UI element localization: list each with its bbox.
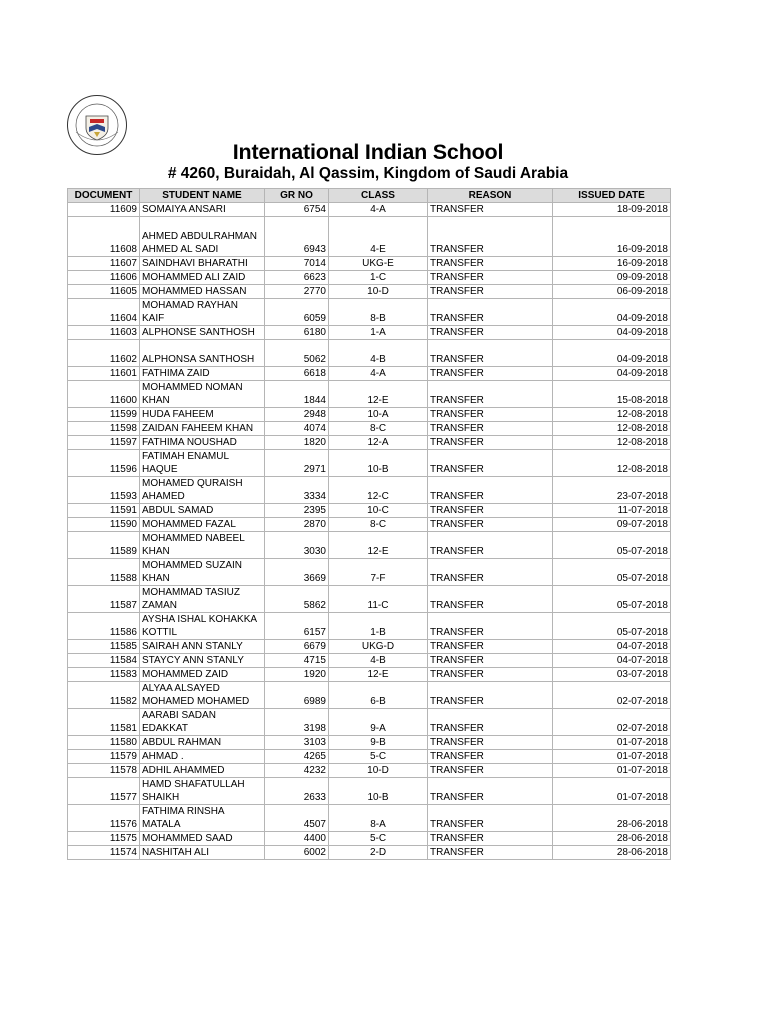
cell-reason: TRANSFER: [428, 450, 553, 477]
cell-gr-no: 6059: [265, 299, 329, 326]
cell-class: UKG-E: [329, 257, 428, 271]
cell-class: 8-A: [329, 805, 428, 832]
cell-issued-date: 09-07-2018: [553, 518, 671, 532]
table-row: [68, 436, 671, 450]
cell-class: 10-A: [329, 408, 428, 422]
table-row: [68, 764, 671, 778]
table-row: [68, 299, 671, 326]
cell-student-name: SOMAIYA ANSARI: [140, 203, 265, 217]
column-header: GR NO: [265, 189, 329, 203]
cell-class: 12-E: [329, 381, 428, 408]
cell-gr-no: 4265: [265, 750, 329, 764]
cell-issued-date: 16-09-2018: [553, 257, 671, 271]
cell-gr-no: 2870: [265, 518, 329, 532]
cell-reason: TRANSFER: [428, 654, 553, 668]
cell-class: 10-D: [329, 285, 428, 299]
cell-gr-no: 6754: [265, 203, 329, 217]
cell-document: 11608: [68, 217, 140, 257]
cell-gr-no: 3198: [265, 709, 329, 736]
cell-class: 4-A: [329, 203, 428, 217]
cell-gr-no: 2948: [265, 408, 329, 422]
cell-document: 11602: [68, 340, 140, 367]
cell-issued-date: 12-08-2018: [553, 422, 671, 436]
cell-gr-no: 1920: [265, 668, 329, 682]
cell-student-name: MOHAMMED NOMAN KHAN: [140, 381, 265, 408]
cell-reason: TRANSFER: [428, 559, 553, 586]
cell-student-name: ALPHONSE SANTHOSH: [140, 326, 265, 340]
cell-reason: TRANSFER: [428, 436, 553, 450]
cell-class: 4-B: [329, 340, 428, 367]
cell-issued-date: 04-07-2018: [553, 654, 671, 668]
cell-issued-date: 28-06-2018: [553, 805, 671, 832]
cell-issued-date: 04-09-2018: [553, 340, 671, 367]
cell-class: 10-C: [329, 504, 428, 518]
cell-reason: TRANSFER: [428, 381, 553, 408]
cell-student-name: SAINDHAVI BHARATHI: [140, 257, 265, 271]
cell-document: 11609: [68, 203, 140, 217]
table-row: [68, 450, 671, 477]
cell-gr-no: 4074: [265, 422, 329, 436]
cell-document: 11600: [68, 381, 140, 408]
cell-class: 2-D: [329, 846, 428, 860]
cell-document: 11578: [68, 764, 140, 778]
cell-gr-no: 6157: [265, 613, 329, 640]
table-row: [68, 559, 671, 586]
cell-student-name: MOHAMMED ALI ZAID: [140, 271, 265, 285]
cell-student-name: MOHAMMED HASSAN: [140, 285, 265, 299]
cell-issued-date: 12-08-2018: [553, 436, 671, 450]
cell-student-name: ABDUL RAHMAN: [140, 736, 265, 750]
cell-issued-date: 03-07-2018: [553, 668, 671, 682]
cell-class: 7-F: [329, 559, 428, 586]
cell-document: 11586: [68, 613, 140, 640]
table-row: [68, 846, 671, 860]
cell-issued-date: 04-09-2018: [553, 367, 671, 381]
cell-reason: TRANSFER: [428, 422, 553, 436]
cell-class: 10-B: [329, 450, 428, 477]
cell-document: 11607: [68, 257, 140, 271]
cell-issued-date: 02-07-2018: [553, 682, 671, 709]
cell-class: 8-B: [329, 299, 428, 326]
cell-class: 1-A: [329, 326, 428, 340]
cell-reason: TRANSFER: [428, 340, 553, 367]
table-row: [68, 750, 671, 764]
cell-student-name: ALPHONSA SANTHOSH: [140, 340, 265, 367]
cell-issued-date: 16-09-2018: [553, 217, 671, 257]
cell-student-name: ADHIL AHAMMED: [140, 764, 265, 778]
cell-class: 5-C: [329, 750, 428, 764]
cell-document: 11588: [68, 559, 140, 586]
cell-document: 11575: [68, 832, 140, 846]
cell-reason: TRANSFER: [428, 613, 553, 640]
cell-gr-no: 4400: [265, 832, 329, 846]
cell-document: 11593: [68, 477, 140, 504]
cell-reason: TRANSFER: [428, 217, 553, 257]
cell-issued-date: 01-07-2018: [553, 750, 671, 764]
cell-document: 11596: [68, 450, 140, 477]
table-row: [68, 326, 671, 340]
cell-student-name: AYSHA ISHAL KOHAKKA KOTTIL: [140, 613, 265, 640]
cell-gr-no: 6989: [265, 682, 329, 709]
cell-student-name: ABDUL SAMAD: [140, 504, 265, 518]
cell-issued-date: 12-08-2018: [553, 408, 671, 422]
cell-class: 4-A: [329, 367, 428, 381]
cell-reason: TRANSFER: [428, 778, 553, 805]
cell-issued-date: 02-07-2018: [553, 709, 671, 736]
table-row: [68, 203, 671, 217]
cell-class: 12-E: [329, 532, 428, 559]
cell-student-name: MOHAMMED FAZAL: [140, 518, 265, 532]
table-row: [68, 422, 671, 436]
cell-gr-no: 4232: [265, 764, 329, 778]
column-header: ISSUED DATE: [553, 189, 671, 203]
cell-gr-no: 5062: [265, 340, 329, 367]
cell-reason: TRANSFER: [428, 271, 553, 285]
transfer-table: [67, 188, 671, 860]
cell-gr-no: 3030: [265, 532, 329, 559]
cell-issued-date: 04-07-2018: [553, 640, 671, 654]
cell-issued-date: 28-06-2018: [553, 846, 671, 860]
cell-reason: TRANSFER: [428, 750, 553, 764]
cell-issued-date: 06-09-2018: [553, 285, 671, 299]
cell-gr-no: 4715: [265, 654, 329, 668]
cell-student-name: ZAIDAN FAHEEM KHAN: [140, 422, 265, 436]
table-row: [68, 381, 671, 408]
table-row: [68, 586, 671, 613]
cell-reason: TRANSFER: [428, 285, 553, 299]
cell-reason: TRANSFER: [428, 203, 553, 217]
cell-student-name: MOHAMMAD TASIUZ ZAMAN: [140, 586, 265, 613]
cell-class: 9-B: [329, 736, 428, 750]
cell-issued-date: 09-09-2018: [553, 271, 671, 285]
cell-student-name: FATHIMA RINSHA MATALA: [140, 805, 265, 832]
cell-reason: TRANSFER: [428, 408, 553, 422]
cell-issued-date: 01-07-2018: [553, 764, 671, 778]
table-row: [68, 640, 671, 654]
cell-class: 4-E: [329, 217, 428, 257]
cell-reason: TRANSFER: [428, 764, 553, 778]
cell-reason: TRANSFER: [428, 518, 553, 532]
table-row: [68, 778, 671, 805]
table-header: [68, 189, 671, 203]
cell-reason: TRANSFER: [428, 846, 553, 860]
cell-class: 12-C: [329, 477, 428, 504]
cell-issued-date: 04-09-2018: [553, 326, 671, 340]
cell-reason: TRANSFER: [428, 257, 553, 271]
cell-issued-date: 05-07-2018: [553, 586, 671, 613]
column-header: DOCUMENT: [68, 189, 140, 203]
cell-student-name: FATIMAH ENAMUL HAQUE: [140, 450, 265, 477]
cell-student-name: ALYAA ALSAYED MOHAMED MOHAMED: [140, 682, 265, 709]
cell-reason: TRANSFER: [428, 326, 553, 340]
cell-issued-date: 05-07-2018: [553, 613, 671, 640]
cell-class: 8-C: [329, 518, 428, 532]
page-title: International Indian School: [232, 140, 504, 164]
cell-reason: TRANSFER: [428, 477, 553, 504]
cell-document: 11585: [68, 640, 140, 654]
cell-issued-date: 01-07-2018: [553, 736, 671, 750]
cell-student-name: SAIRAH ANN STANLY: [140, 640, 265, 654]
cell-document: 11591: [68, 504, 140, 518]
cell-gr-no: 3103: [265, 736, 329, 750]
cell-student-name: MOHAMMED SAAD: [140, 832, 265, 846]
cell-reason: TRANSFER: [428, 367, 553, 381]
cell-student-name: MOHAMMED NABEEL KHAN: [140, 532, 265, 559]
table-row: [68, 367, 671, 381]
table-row: [68, 408, 671, 422]
cell-gr-no: 6002: [265, 846, 329, 860]
cell-student-name: FATHIMA ZAID: [140, 367, 265, 381]
table-row: [68, 805, 671, 832]
table-row: [68, 532, 671, 559]
table-row: [68, 340, 671, 367]
cell-document: 11574: [68, 846, 140, 860]
cell-student-name: HAMD SHAFATULLAH SHAIKH: [140, 778, 265, 805]
cell-gr-no: 6623: [265, 271, 329, 285]
cell-reason: TRANSFER: [428, 532, 553, 559]
cell-gr-no: 1844: [265, 381, 329, 408]
cell-document: 11587: [68, 586, 140, 613]
cell-class: 12-E: [329, 668, 428, 682]
cell-class: 8-C: [329, 422, 428, 436]
cell-gr-no: 6180: [265, 326, 329, 340]
cell-gr-no: 7014: [265, 257, 329, 271]
table-row: [68, 217, 671, 257]
cell-document: 11580: [68, 736, 140, 750]
cell-reason: TRANSFER: [428, 682, 553, 709]
table-row: [68, 736, 671, 750]
cell-student-name: MOHAMMED ZAID: [140, 668, 265, 682]
cell-issued-date: 23-07-2018: [553, 477, 671, 504]
table-body: [68, 203, 671, 860]
school-address: # 4260, Buraidah, Al Qassim, Kingdom of Saudi Arabia: [167, 165, 569, 182]
cell-gr-no: 4507: [265, 805, 329, 832]
cell-reason: TRANSFER: [428, 709, 553, 736]
table-row: [68, 668, 671, 682]
cell-gr-no: 5862: [265, 586, 329, 613]
cell-student-name: MOHAMMED SUZAIN KHAN: [140, 559, 265, 586]
cell-class: 10-B: [329, 778, 428, 805]
table-row: [68, 504, 671, 518]
cell-reason: TRANSFER: [428, 805, 553, 832]
cell-class: 12-A: [329, 436, 428, 450]
cell-student-name: HUDA FAHEEM: [140, 408, 265, 422]
table-row: [68, 654, 671, 668]
cell-issued-date: 05-07-2018: [553, 532, 671, 559]
cell-issued-date: 11-07-2018: [553, 504, 671, 518]
cell-reason: TRANSFER: [428, 299, 553, 326]
cell-document: 11582: [68, 682, 140, 709]
cell-gr-no: 2971: [265, 450, 329, 477]
cell-document: 11589: [68, 532, 140, 559]
cell-class: 10-D: [329, 764, 428, 778]
table-row: [68, 613, 671, 640]
cell-gr-no: 2395: [265, 504, 329, 518]
cell-class: 1-B: [329, 613, 428, 640]
cell-student-name: AARABI SADAN EDAKKAT: [140, 709, 265, 736]
cell-reason: TRANSFER: [428, 504, 553, 518]
cell-issued-date: 18-09-2018: [553, 203, 671, 217]
cell-reason: TRANSFER: [428, 736, 553, 750]
table-row: [68, 271, 671, 285]
cell-issued-date: 04-09-2018: [553, 299, 671, 326]
column-header: CLASS: [329, 189, 428, 203]
cell-student-name: AHMAD .: [140, 750, 265, 764]
cell-document: 11598: [68, 422, 140, 436]
cell-reason: TRANSFER: [428, 640, 553, 654]
cell-reason: TRANSFER: [428, 668, 553, 682]
cell-document: 11581: [68, 709, 140, 736]
table-row: [68, 709, 671, 736]
cell-issued-date: 05-07-2018: [553, 559, 671, 586]
cell-class: 4-B: [329, 654, 428, 668]
cell-document: 11576: [68, 805, 140, 832]
cell-class: 5-C: [329, 832, 428, 846]
cell-student-name: STAYCY ANN STANLY: [140, 654, 265, 668]
cell-issued-date: 12-08-2018: [553, 450, 671, 477]
table-row: [68, 518, 671, 532]
cell-student-name: NASHITAH ALI: [140, 846, 265, 860]
cell-document: 11583: [68, 668, 140, 682]
cell-class: 9-A: [329, 709, 428, 736]
cell-student-name: MOHAMED QURAISH AHAMED: [140, 477, 265, 504]
header-row: [68, 189, 671, 203]
cell-gr-no: 2633: [265, 778, 329, 805]
cell-document: 11579: [68, 750, 140, 764]
cell-gr-no: 6943: [265, 217, 329, 257]
cell-class: 6-B: [329, 682, 428, 709]
table-row: [68, 682, 671, 709]
cell-document: 11605: [68, 285, 140, 299]
cell-reason: TRANSFER: [428, 832, 553, 846]
cell-document: 11603: [68, 326, 140, 340]
cell-gr-no: 2770: [265, 285, 329, 299]
cell-class: 1-C: [329, 271, 428, 285]
cell-reason: TRANSFER: [428, 586, 553, 613]
table-row: [68, 257, 671, 271]
table-row: [68, 832, 671, 846]
cell-gr-no: 6618: [265, 367, 329, 381]
cell-document: 11601: [68, 367, 140, 381]
cell-gr-no: 3669: [265, 559, 329, 586]
column-header: STUDENT NAME: [140, 189, 265, 203]
cell-class: UKG-D: [329, 640, 428, 654]
cell-document: 11584: [68, 654, 140, 668]
table-row: [68, 477, 671, 504]
cell-class: 11-C: [329, 586, 428, 613]
cell-document: 11577: [68, 778, 140, 805]
column-header: REASON: [428, 189, 553, 203]
cell-document: 11599: [68, 408, 140, 422]
cell-issued-date: 28-06-2018: [553, 832, 671, 846]
cell-student-name: MOHAMAD RAYHAN KAIF: [140, 299, 265, 326]
cell-student-name: AHMED ABDULRAHMAN AHMED AL SADI: [140, 217, 265, 257]
cell-gr-no: 3334: [265, 477, 329, 504]
cell-issued-date: 01-07-2018: [553, 778, 671, 805]
cell-gr-no: 6679: [265, 640, 329, 654]
cell-document: 11590: [68, 518, 140, 532]
cell-document: 11597: [68, 436, 140, 450]
cell-document: 11606: [68, 271, 140, 285]
cell-student-name: FATHIMA NOUSHAD: [140, 436, 265, 450]
table-row: [68, 285, 671, 299]
cell-gr-no: 1820: [265, 436, 329, 450]
cell-issued-date: 15-08-2018: [553, 381, 671, 408]
cell-document: 11604: [68, 299, 140, 326]
